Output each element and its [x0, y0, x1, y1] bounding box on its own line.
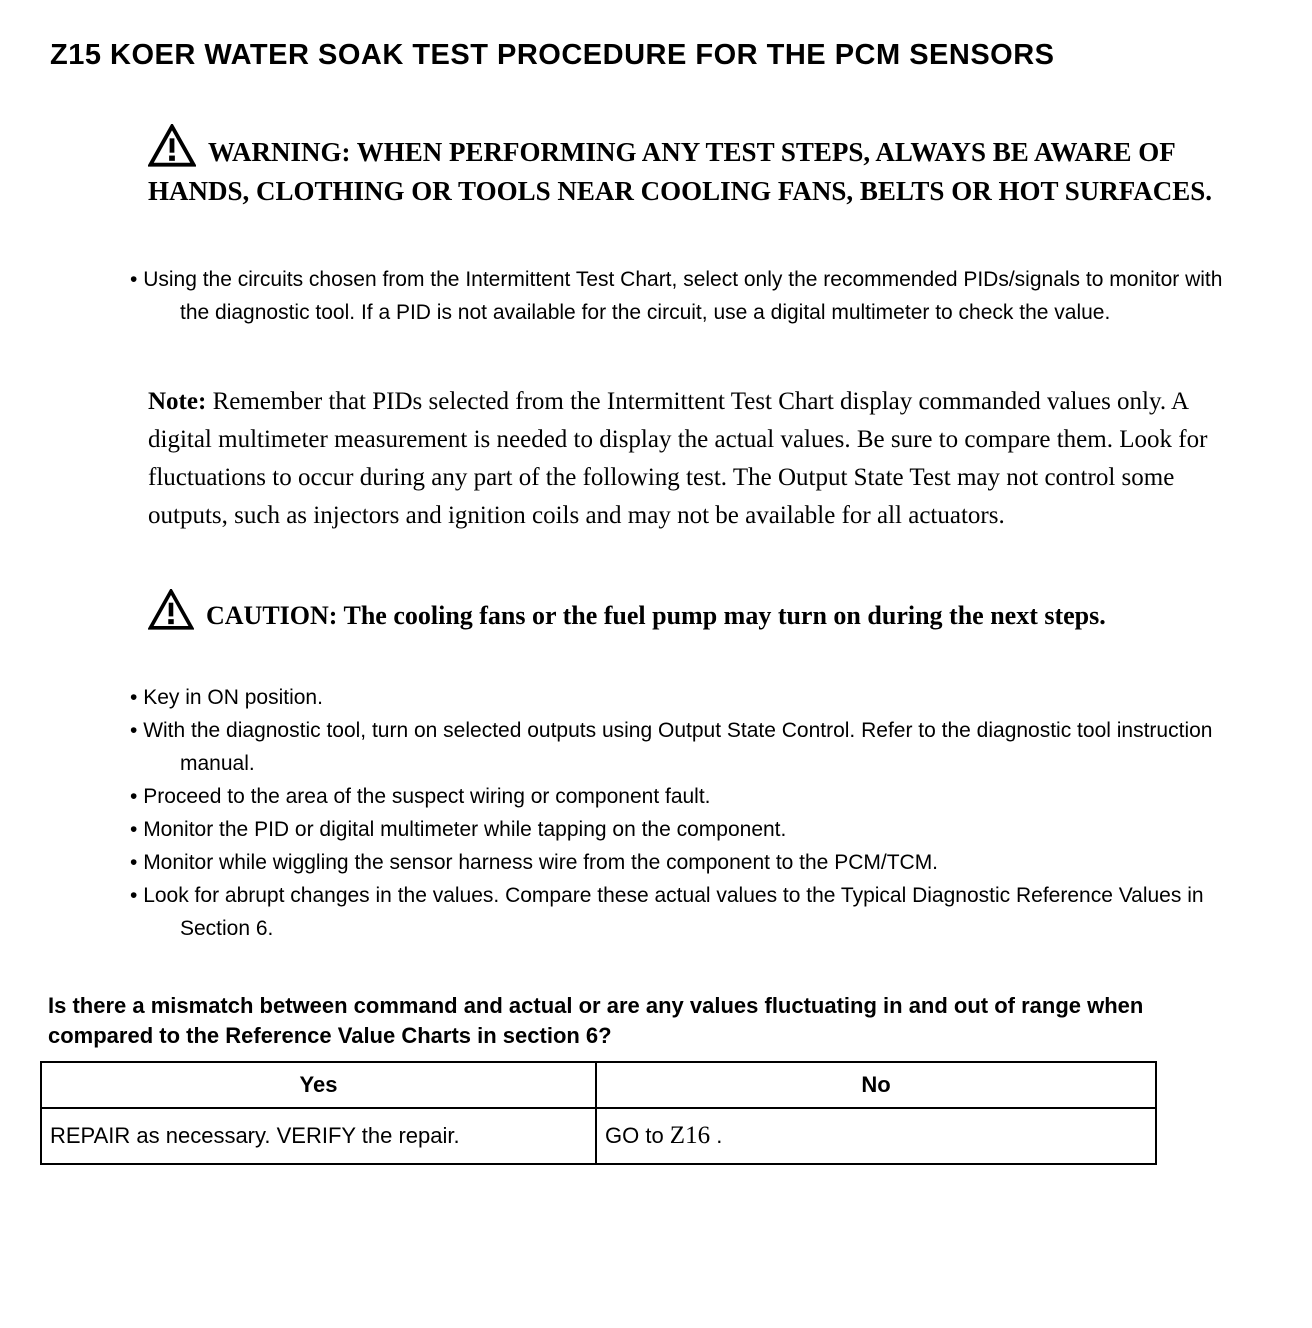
no-action-cell: [596, 1108, 1156, 1164]
warning-label: WARNING:: [208, 137, 351, 167]
no-action-prefix: GO to: [605, 1123, 670, 1148]
note-label: Note:: [148, 388, 207, 415]
table-header-row: [41, 1062, 1156, 1108]
decision-question: Is there a mismatch between command and actual or are any values fluctuating in and out of range when compared to the Reference Value Charts in section 6?: [48, 993, 1144, 1048]
warning-triangle-icon: [148, 124, 196, 168]
yes-action-cell: REPAIR as necessary. VERIFY the repair.: [41, 1108, 596, 1164]
list-item: • Key in ON position.: [128, 681, 1252, 714]
caution-label: CAUTION:: [206, 601, 338, 630]
decision-table: [40, 1061, 1157, 1165]
no-action-suffix: .: [710, 1123, 723, 1148]
warning-block: [148, 124, 1217, 211]
note-block: [148, 383, 1252, 535]
list-item: • Using the circuits chosen from the Intermittent Test Chart, select only the recommended PIDs/signals to monitor with the diagnostic tool. If a PID is not available for the circuit, use a digital multimeter to check the value.: [128, 263, 1242, 329]
list-item: • Monitor while wiggling the sensor harness wire from the component to the PCM/TCM.: [128, 846, 1252, 879]
warning-text: WHEN PERFORMING ANY TEST STEPS, ALWAYS BE AWARE OF HANDS, CLOTHING OR TOOLS NEAR COOLING FANS, BELTS OR HOT SURFACES.: [148, 137, 1212, 206]
table-header-yes: Yes: [41, 1062, 596, 1108]
caution-text: The cooling fans or the fuel pump may turn on during the next steps.: [337, 601, 1106, 630]
list-item: • Proceed to the area of the suspect wiring or component fault.: [128, 780, 1252, 813]
caution-triangle-icon: [148, 589, 194, 631]
page-title: Z15 KOER WATER SOAK TEST PROCEDURE FOR THE PCM SENSORS: [50, 39, 1055, 71]
steps-bullet-list: [128, 681, 1252, 945]
list-item: • Look for abrupt changes in the values. Compare these actual values to the Typical Diagnostic Reference Values in Section 6.: [128, 879, 1252, 945]
note-text: Remember that PIDs selected from the Intermittent Test Chart display commanded values only. A digital multimeter measurement is needed to display the actual values. Be sure to compare them. Look for fluctuations to occur during any part of the following test. The Output State Test may not control some outputs, such as injectors and ignition coils and may not be available for all actuators.: [148, 388, 1208, 529]
table-row: [41, 1108, 1156, 1164]
caution-block: [148, 589, 1232, 635]
intro-bullet-list: [128, 263, 1242, 329]
list-item: • With the diagnostic tool, turn on selected outputs using Output State Control. Refer to the diagnostic tool instruction manual.: [128, 714, 1252, 780]
list-item: • Monitor the PID or digital multimeter while tapping on the component.: [128, 813, 1252, 846]
procedure-ref-z16: Z16: [669, 1122, 711, 1149]
table-header-no: No: [596, 1062, 1156, 1108]
